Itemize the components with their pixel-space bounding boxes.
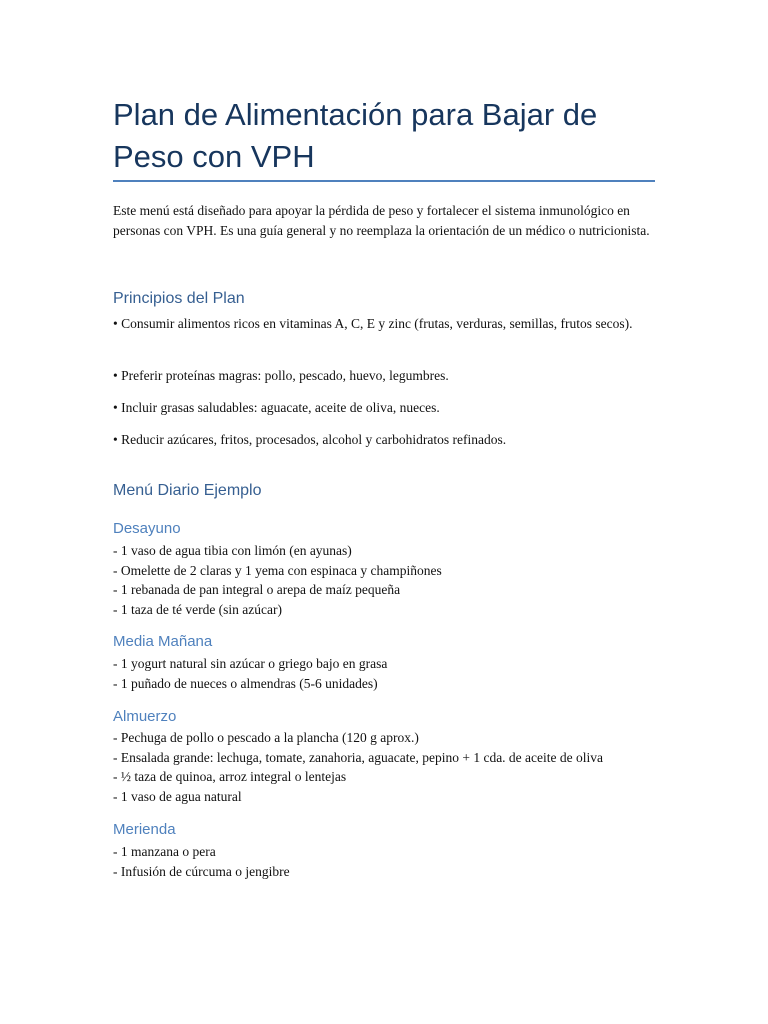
- page-title: Plan de Alimentación para Bajar de Peso con VPH: [113, 97, 598, 174]
- principle-item: • Reducir azúcares, fritos, procesados, alcohol y carbohidratos refinados.: [113, 432, 507, 447]
- principles-heading: Principios del Plan: [113, 290, 245, 307]
- list-item: - 1 taza de té verde (sin azúcar): [113, 601, 283, 617]
- list-item: - ½ taza de quinoa, arroz integral o lentejas: [113, 769, 347, 784]
- intro-paragraph: Este menú está diseñado para apoyar la pérdida de peso y fortalecer el sistema inmunológico en personas con VPH. Es una guía general y no reemplaza la orientación de un médico o nutricionista.: [113, 203, 650, 238]
- list-item: - Infusión de cúrcuma o jengibre: [113, 863, 290, 879]
- meal-items-merienda: [113, 842, 658, 881]
- meal-items-desayuno: [113, 541, 658, 619]
- meal-heading-media-manana: Media Mañana: [113, 633, 213, 650]
- meal-heading-desayuno: Desayuno: [113, 520, 181, 537]
- list-item: - 1 yogurt natural sin azúcar o griego bajo en grasa: [113, 656, 388, 671]
- list-item: - Omelette de 2 claras y 1 yema con espinaca y champiñones: [113, 562, 442, 578]
- meal-items-almuerzo: [113, 728, 658, 806]
- list-item: - 1 vaso de agua natural: [113, 788, 242, 804]
- meal-heading-merienda: Merienda: [113, 821, 176, 838]
- principle-item: • Incluir grasas saludables: aguacate, aceite de oliva, nueces.: [113, 400, 440, 415]
- meal-items-media-manana: [113, 654, 658, 693]
- list-item: - 1 vaso de agua tibia con limón (en ayunas): [113, 543, 352, 558]
- meal-heading-almuerzo: Almuerzo: [113, 708, 177, 725]
- list-item: - 1 rebanada de pan integral o arepa de maíz pequeña: [113, 582, 401, 597]
- list-item: - Ensalada grande: lechuga, tomate, zanahoria, aguacate, pepino + 1 cda. de aceite de oliva: [113, 749, 604, 765]
- list-item: - Pechuga de pollo o pescado a la plancha (120 g aprox.): [113, 730, 419, 745]
- principle-item: • Consumir alimentos ricos en vitaminas A, C, E y zinc (frutas, verduras, semillas, frutos secos).: [113, 316, 633, 331]
- principle-item: • Preferir proteínas magras: pollo, pescado, huevo, legumbres.: [113, 368, 449, 383]
- menu-heading: Menú Diario Ejemplo: [113, 482, 262, 499]
- title-underline: [113, 180, 655, 182]
- list-item: - 1 puñado de nueces o almendras (5-6 unidades): [113, 675, 378, 691]
- list-item: - 1 manzana o pera: [113, 844, 216, 859]
